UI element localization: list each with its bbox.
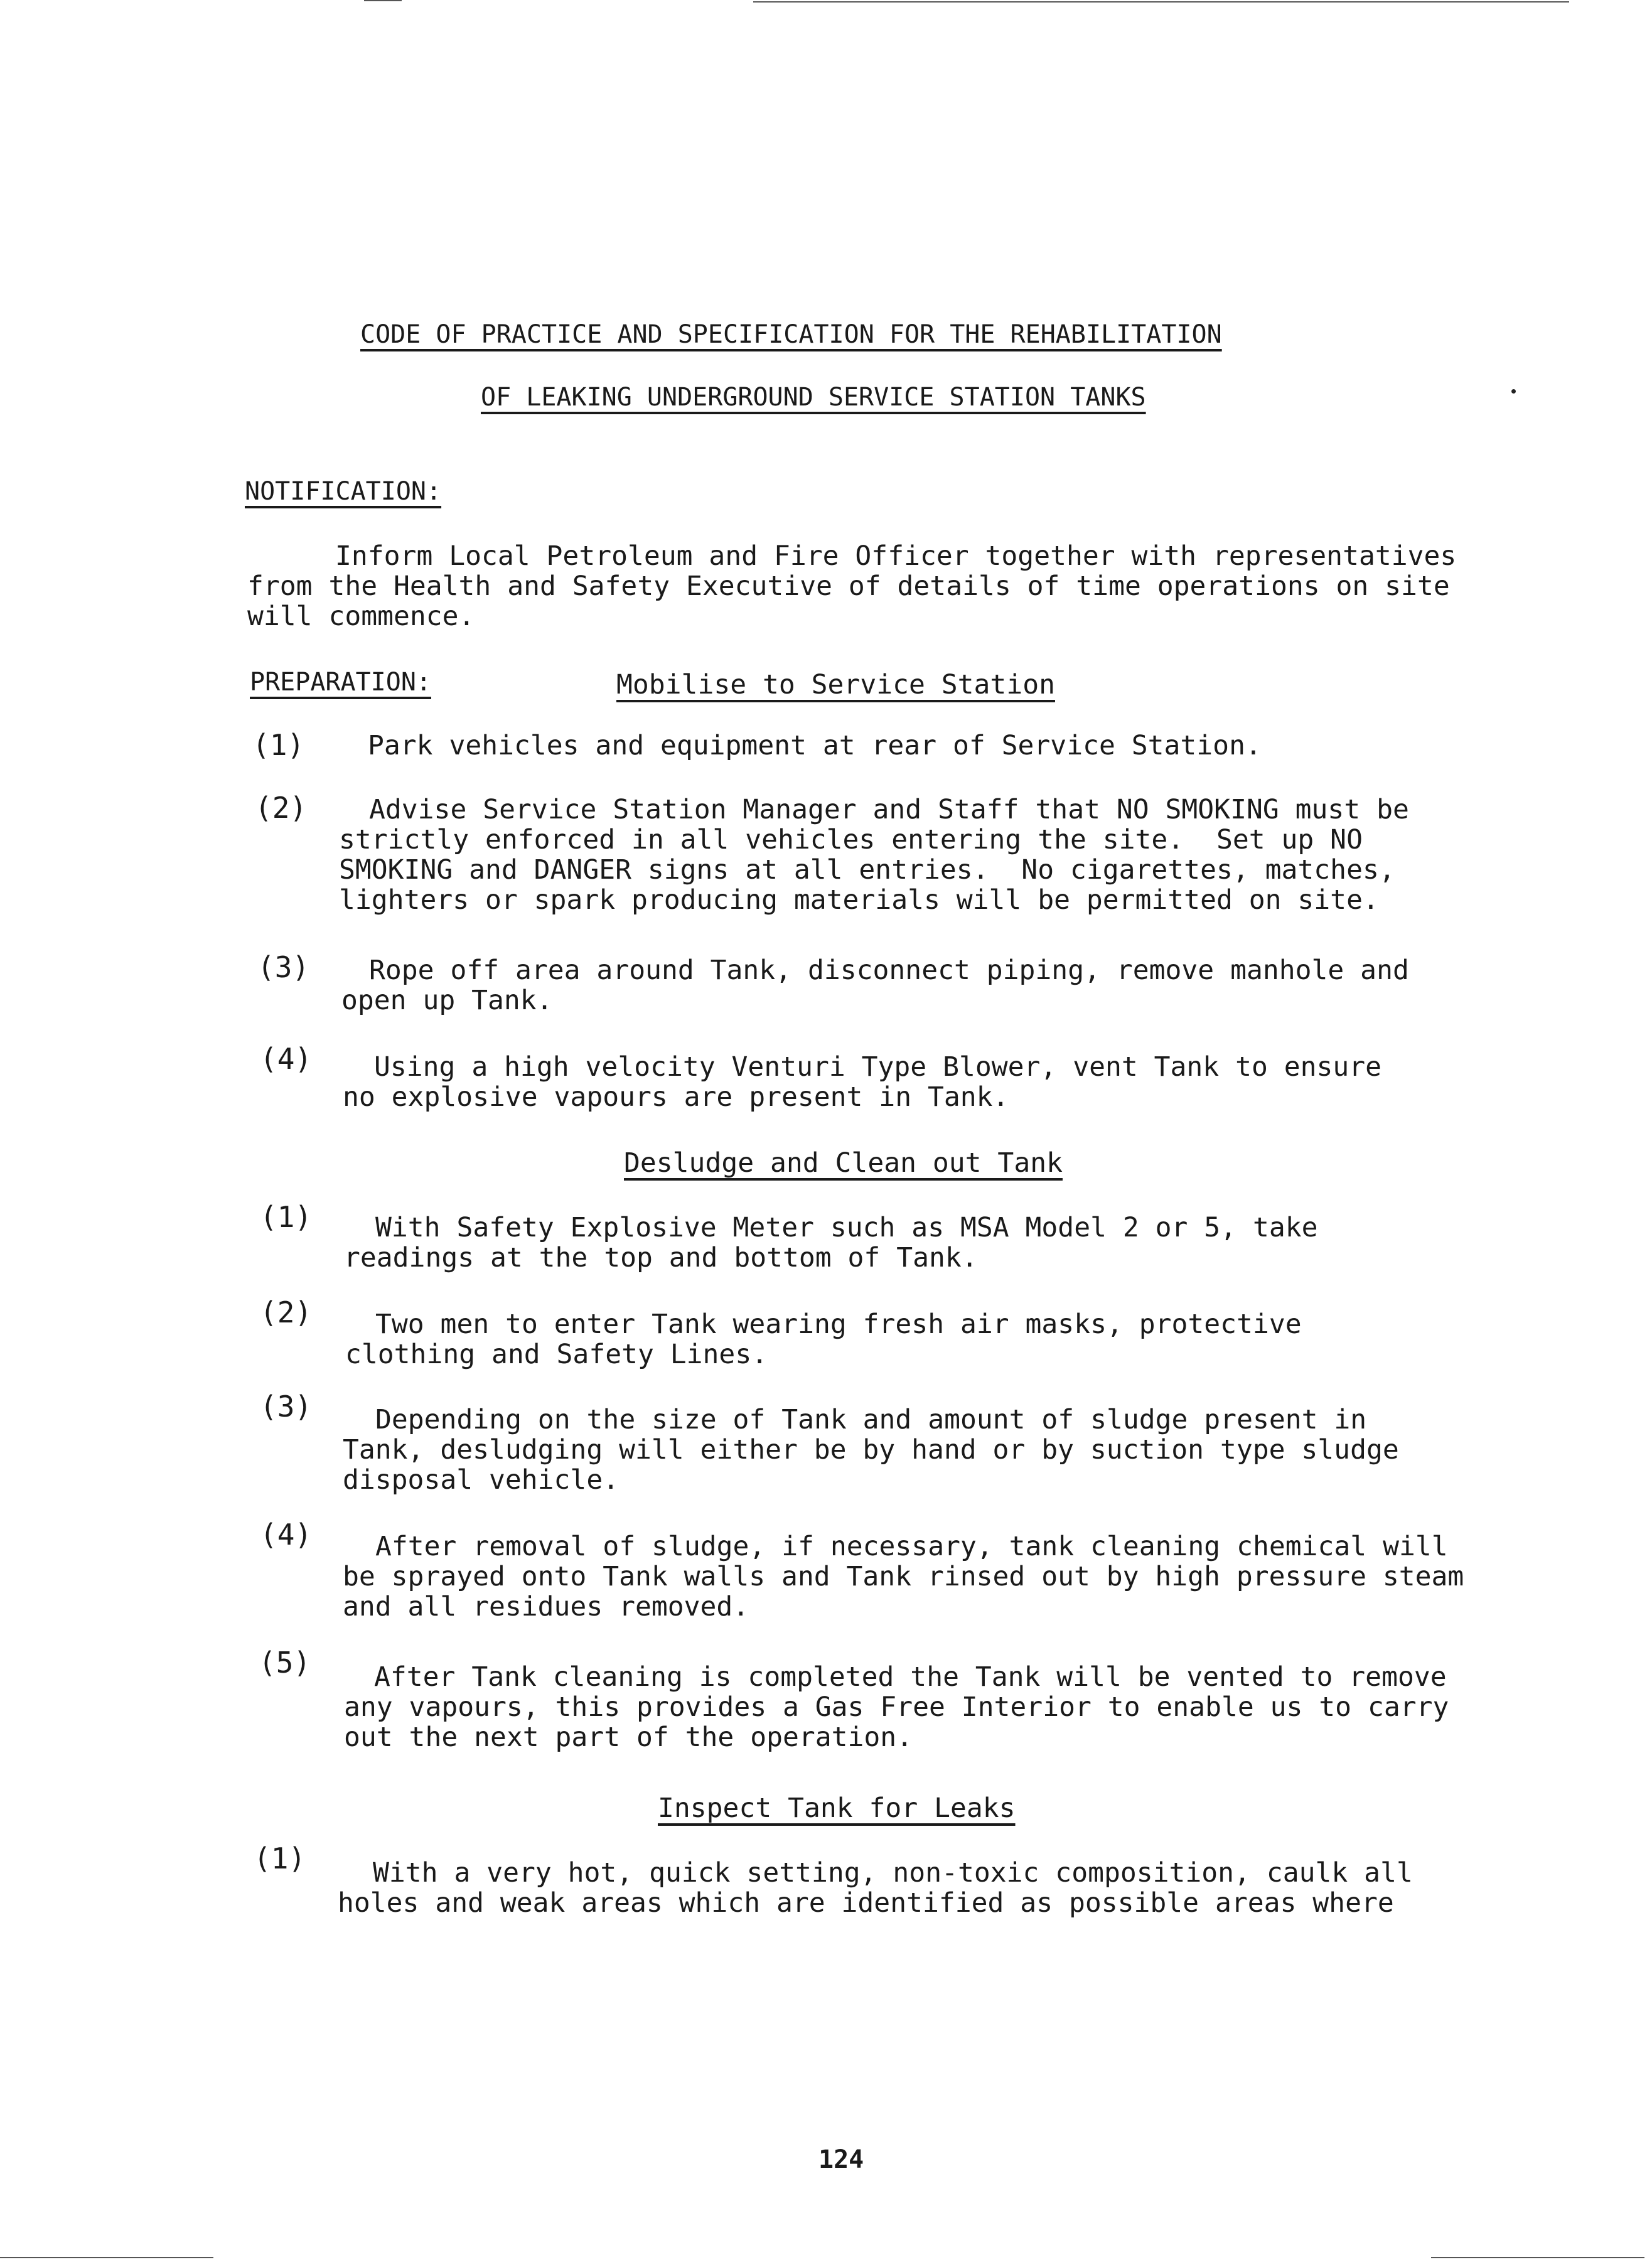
preparation-heading: PREPARATION:: [250, 668, 431, 697]
desludge-item-1-number: (1): [260, 1200, 313, 1234]
notification-text: Inform Local Petroleum and Fire Officer together with representatives from the Health and Safety Executive of details of time operations on site will commence.: [247, 540, 1457, 632]
mobilise-item-3-number: (3): [257, 950, 310, 984]
desludge-item-2-number: (2): [260, 1295, 313, 1329]
mobilise-heading: Mobilise to Service Station: [616, 669, 1055, 700]
mobilise-item-2-text: Advise Service Station Manager and Staff that NO SMOKING must be strictly enforced in all vehicles entering the site. Set up NO SMOKING and DANGER signs at all entries. No cigarettes, matches, lighters or spark producing materials will be permitted on site.: [339, 794, 1409, 916]
mobilise-item-1-number: (1): [252, 728, 305, 762]
top-scan-line-short: [364, 0, 402, 1]
page-number: 124: [818, 2145, 864, 2174]
desludge-item-2-text: Two men to enter Tank wearing fresh air masks, protective clothing and Safety Lines.: [345, 1309, 1302, 1370]
desludge-item-3-number: (3): [260, 1390, 313, 1423]
mobilise-item-3-text: Rope off area around Tank, disconnect piping, remove manhole and open up Tank.: [341, 955, 1409, 1016]
inspect-item-1-number: (1): [254, 1841, 306, 1875]
desludge-item-3-text: Depending on the size of Tank and amount of sludge present in Tank, desludging will either be by hand or by suction type sludge disposal vehicle.: [343, 1404, 1399, 1496]
bottom-scan-line-right: [1431, 2257, 1644, 2258]
document-title-line-1: CODE OF PRACTICE AND SPECIFICATION FOR THE REHABILITATION: [360, 320, 1222, 349]
scan-dot: [1511, 389, 1516, 394]
desludge-item-1-text: With Safety Explosive Meter such as MSA Model 2 or 5, take readings at the top and bottom of Tank.: [344, 1212, 1318, 1273]
desludge-item-5-number: (5): [259, 1646, 311, 1680]
inspect-heading: Inspect Tank for Leaks: [658, 1793, 1016, 1824]
mobilise-item-2-number: (2): [255, 791, 308, 825]
mobilise-item-1-text: Park vehicles and equipment at rear of Service Station.: [368, 730, 1262, 761]
desludge-heading: Desludge and Clean out Tank: [624, 1147, 1063, 1179]
top-scan-line: [753, 1, 1569, 3]
mobilise-item-4-number: (4): [260, 1042, 313, 1076]
inspect-item-1-text: With a very hot, quick setting, non-toxic composition, caulk all holes and weak areas which are identified as possible areas where: [338, 1857, 1413, 1919]
desludge-item-4-text: After removal of sludge, if necessary, tank cleaning chemical will be sprayed onto Tank walls and Tank rinsed out by high pressure steam and all residues removed.: [343, 1531, 1464, 1622]
bottom-scan-line: [0, 2257, 213, 2258]
desludge-item-4-number: (4): [260, 1518, 313, 1552]
document-title-line-2: OF LEAKING UNDERGROUND SERVICE STATION TANKS: [481, 383, 1146, 412]
notification-heading: NOTIFICATION:: [245, 477, 442, 506]
mobilise-item-4-text: Using a high velocity Venturi Type Blower, vent Tank to ensure no explosive vapours are present in Tank.: [343, 1051, 1382, 1113]
desludge-item-5-text: After Tank cleaning is completed the Tank will be vented to remove any vapours, this provides a Gas Free Interior to enable us to carry out the next part of the operation.: [344, 1661, 1449, 1753]
